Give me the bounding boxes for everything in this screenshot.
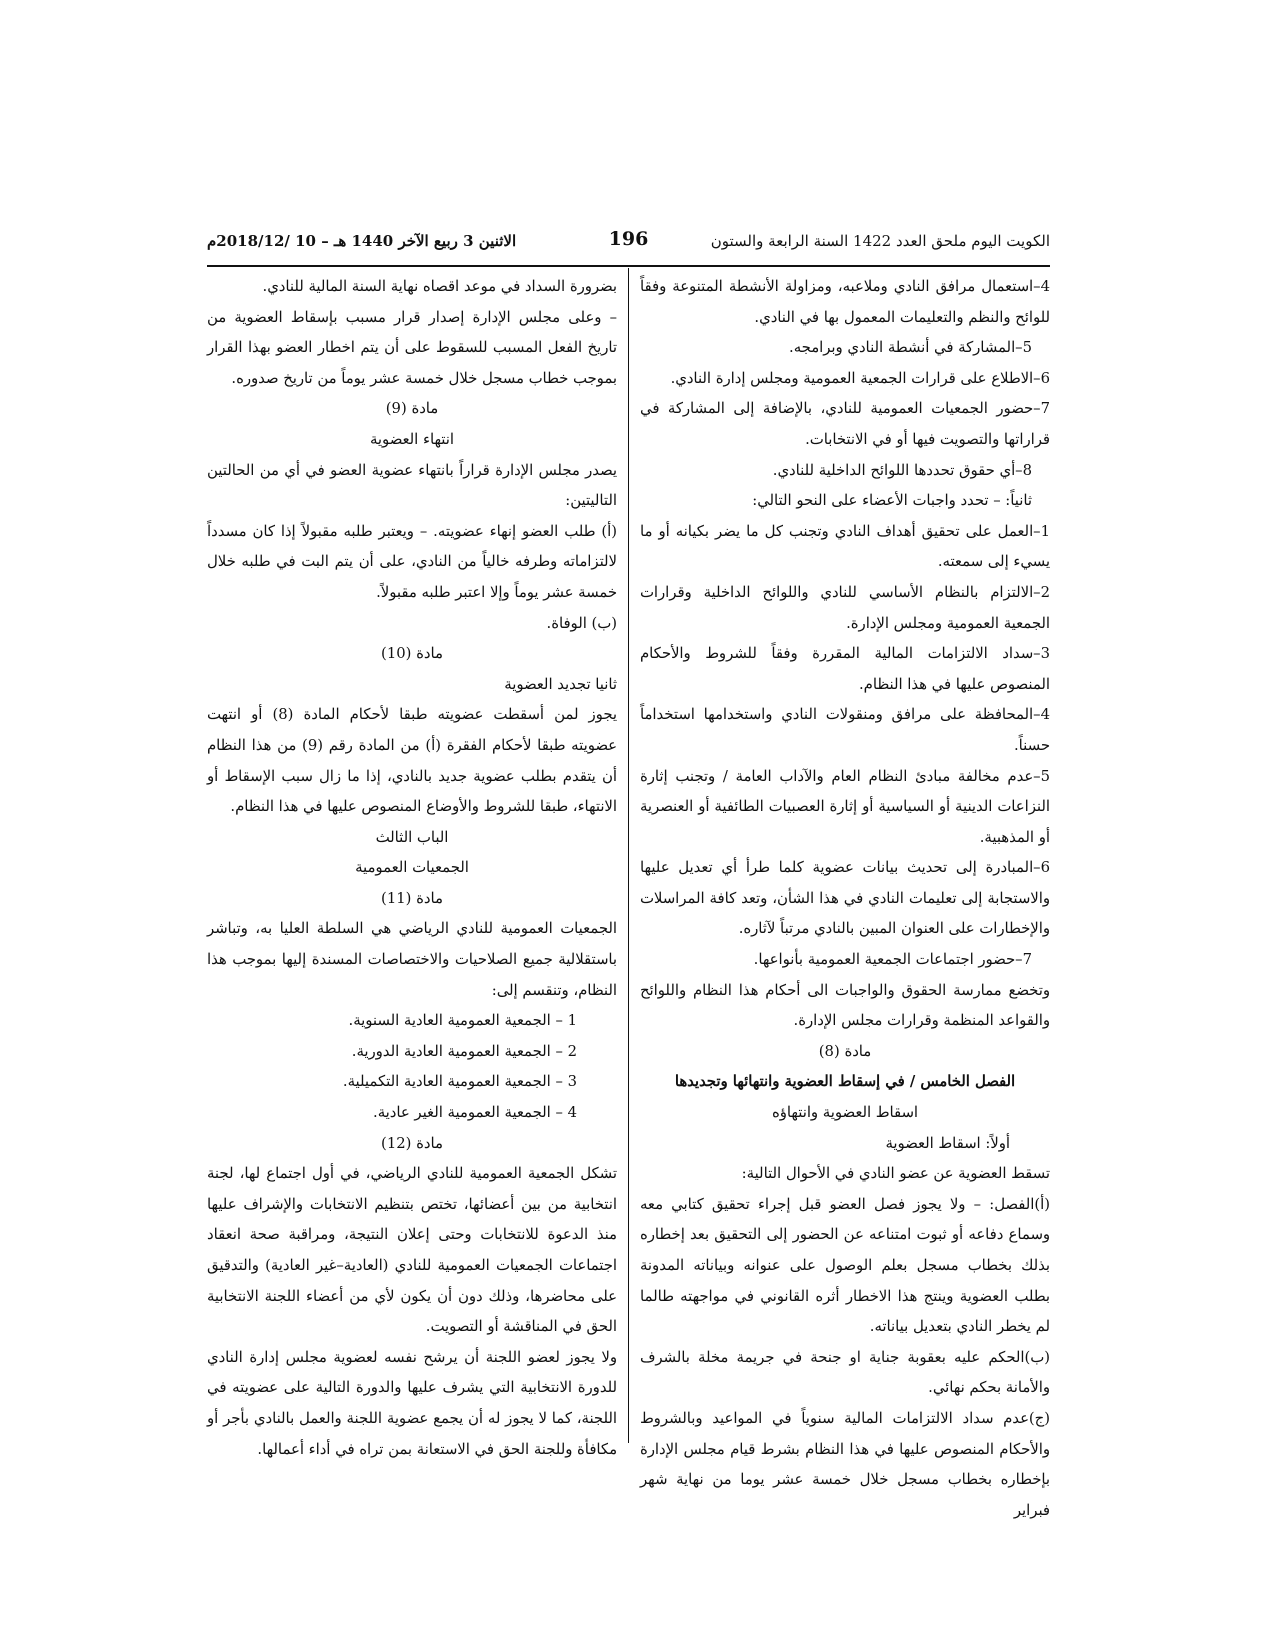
paragraph: بضرورة السداد في موعد اقصاه نهاية السنة المالية للنادي. <box>262 278 617 295</box>
paragraph: 1–العمل على تحقيق أهداف النادي وتجنب كل ما يضر بكيانه أو ما يسيء إلى سمعته. <box>640 522 1050 571</box>
paragraph: الباب الثالث <box>375 828 449 846</box>
paragraph: يجوز لمن أسقطت عضويته طبقا لأحكام المادة (8) أو انتهت عضويته طبقا لأحكام الفقرة (أ) من المادة رقم (9) من هذا النظام أن يتقدم بطلب عضوية جديد بالنادي، إذا ما زال سبب الإسقاط أو الانتهاء، طبقا للشروط والأوضاع المنصوص عليها في هذا النظام. <box>207 706 617 816</box>
paragraph: (ب) الوفاة. <box>546 614 617 632</box>
header-publication: الكويت اليوم ملحق العدد 1422 السنة الرابعة والستون <box>710 232 1050 250</box>
paragraph: 2–الالتزام بالنظام الأساسي للنادي واللوائح الداخلية وقرارات الجمعية العمومية ومجلس الإدارة. <box>640 583 1050 632</box>
paragraph: – وعلى مجلس الإدارة إصدار قرار مسبب بإسقاط العضوية من تاريخ الفعل المسبب للسقوط على أن يتم اخطار العضو بهذا القرار بموجب خطاب مسجل خلال خمسة عشر يوماً من تاريخ صدوره. <box>207 308 617 387</box>
paragraph: (أ)الفصل: – ولا يجوز فصل العضو قبل إجراء تحقيق كتابي معه وسماع دفاعه أو ثبوت امتناعه عن الحضور إلى التحقيق بعد إخطاره بذلك بخطاب مسجل بعلم الوصول على عنوانه وبياناته المدونة بطلب العضوية وينتج هذا الاخطار أثره القانوني في مواجهته طالما لم يخطر النادي بتعديل بياناته. <box>640 1195 1050 1336</box>
paragraph: وتخضع ممارسة الحقوق والواجبات الى أحكام هذا النظام واللوائح والقواعد المنظمة وقرارات مجلس الإدارة. <box>640 981 1050 1030</box>
paragraph: مادة (10) <box>381 645 443 663</box>
paragraph: تسقط العضوية عن عضو النادي في الأحوال التالية: <box>741 1165 1050 1183</box>
paragraph: مادة (12) <box>381 1134 443 1152</box>
paragraph: 4–المحافظة على مرافق ومنقولات النادي واستخدامها استخداماً حسناً. <box>640 706 1050 754</box>
paragraph: 2 – الجمعية العمومية العادية الدورية. <box>351 1042 577 1060</box>
paragraph: 6–الاطلاع على قرارات الجمعية العمومية ومجلس إدارة النادي. <box>670 369 1050 387</box>
paragraph: الجمعيات العمومية <box>355 859 469 877</box>
paragraph: 7–حضور اجتماعات الجمعية العمومية بأنواعها. <box>753 951 1032 969</box>
paragraph: مادة (11) <box>381 889 443 907</box>
paragraph: انتهاء العضوية <box>370 430 454 448</box>
paragraph: (ج)عدم سداد الالتزامات المالية سنوياً في المواعيد وبالشروط والأحكام المنصوص عليها في هذا النظام بشرط قيام مجلس الإدارة بإخطاره بخطاب مسجل خلال خمسة عشر يوما من نهاية شهر فبراير <box>640 1409 1050 1519</box>
paragraph: الفصل الخامس / في إسقاط العضوية وانتهائها وتجديدها <box>674 1073 1016 1091</box>
paragraph: الجمعيات العمومية للنادي الرياضي هي السلطة العليا به، وتباشر باستقلالية جميع الصلاحيات والاختصاصات المسندة إليها بموجب هذا النظام، وتنقسم إلى: <box>207 920 617 999</box>
paragraph: (أ) طلب العضو إنهاء عضويته. – ويعتبر طلبه مقبولاً إذا كان مسدداً لالتزاماته وطرفه خالياً من النادي، على أن يتم البت في طلبه خلال خمسة عشر يوماً وإلا اعتبر طلبه مقبولاً. <box>207 522 617 601</box>
paragraph: 1 – الجمعية العمومية العادية السنوية. <box>348 1012 577 1030</box>
paragraph: مادة (9) <box>385 400 439 418</box>
paragraph: تشكل الجمعية العمومية للنادي الرياضي، في أول اجتماع لها، لجنة انتخابية من بين أعضائها، تختص بتنظيم الانتخابات والإشراف عليها منذ الدعوة للانتخابات وحتى إعلان النتيجة، ومراقبة صحة انعقاد اجتماعات الجمعيات العمومية للنادي (العادية–غير العادية) والتدقيق على محاضرها، وذلك دون أن يكون لأي من أعضاء اللجنة الانتخابية الحق في المناقشة أو التصويت. <box>207 1165 617 1336</box>
paragraph: 4 – الجمعية العمومية الغير عادية. <box>373 1104 577 1122</box>
paragraph: ثانياً: – تحدد واجبات الأعضاء على النحو التالي: <box>752 492 1032 510</box>
paragraph: أولاً: اسقاط العضوية <box>885 1134 1010 1152</box>
paragraph: يصدر مجلس الإدارة قراراً بانتهاء عضوية العضو في أي من الحالتين التاليتين: <box>207 461 617 510</box>
left-column <box>207 272 617 1465</box>
paragraph: 5–عدم مخالفة مبادئ النظام العام والآداب العامة / وتجنب إثارة النزاعات الدينية أو السياسية أو إثارة العصبيات الطائفية أو العنصرية أو المذهبية. <box>640 767 1050 846</box>
paragraph: ولا يجوز لعضو اللجنة أن يرشح نفسه لعضوية مجلس إدارة النادي للدورة الانتخابية التي يشرف عليها والدورة التالية على عضويته في اللجنة، كما لا يجوز له أن يجمع عضوية اللجنة والعمل بالنادي بأجر أو مكافأة وللجنة الحق في الاستعانة بمن تراه في أداء أعمالها. <box>207 1348 617 1458</box>
paragraph: 7–حضور الجمعيات العمومية للنادي، بالإضافة إلى المشاركة في قراراتها والتصويت فيها أو في الانتخابات. <box>640 400 1050 448</box>
header-date: الاثنين 3 ربيع الآخر 1440 هـ – 10 /2018/12م <box>207 232 517 250</box>
paragraph: ثانيا تجديد العضوية <box>504 675 617 693</box>
paragraph: 3 – الجمعية العمومية العادية التكميلية. <box>342 1073 577 1091</box>
right-column <box>640 272 1050 1526</box>
paragraph: 6–المبادرة إلى تحديث بيانات عضوية كلما طرأ أي تعديل عليها والاستجابة إلى تعليمات النادي في هذا الشأن، وتعد كافة المراسلات والإخطارات على العنوان المبين بالنادي مرتباً لآثاره. <box>640 859 1050 938</box>
paragraph: مادة (8) <box>818 1042 872 1060</box>
paragraph: اسقاط العضوية وانتهاؤه <box>772 1104 918 1122</box>
paragraph: 5–المشاركة في أنشطة النادي وبرامجه. <box>789 339 1032 357</box>
paragraph: 3–سداد الالتزامات المالية المقررة وفقاً للشروط والأحكام المنصوص عليها في هذا النظام. <box>640 645 1050 693</box>
paragraph: 4–استعمال مرافق النادي وملاعبه، ومزاولة الأنشطة المتنوعة وفقاً للوائح والنظم والتعليمات المعمول بها في النادي. <box>640 278 1050 326</box>
paragraph: (ب)الحكم عليه بعقوبة جناية او جنحة في جريمة مخلة بالشرف والأمانة بحكم نهائي. <box>640 1348 1050 1397</box>
page-header <box>207 228 1050 260</box>
page-number: 196 <box>608 228 649 250</box>
column-divider <box>628 268 629 1443</box>
paragraph: 8–أي حقوق تحددها اللوائح الداخلية للنادي. <box>772 461 1032 479</box>
header-rule <box>207 265 1050 267</box>
